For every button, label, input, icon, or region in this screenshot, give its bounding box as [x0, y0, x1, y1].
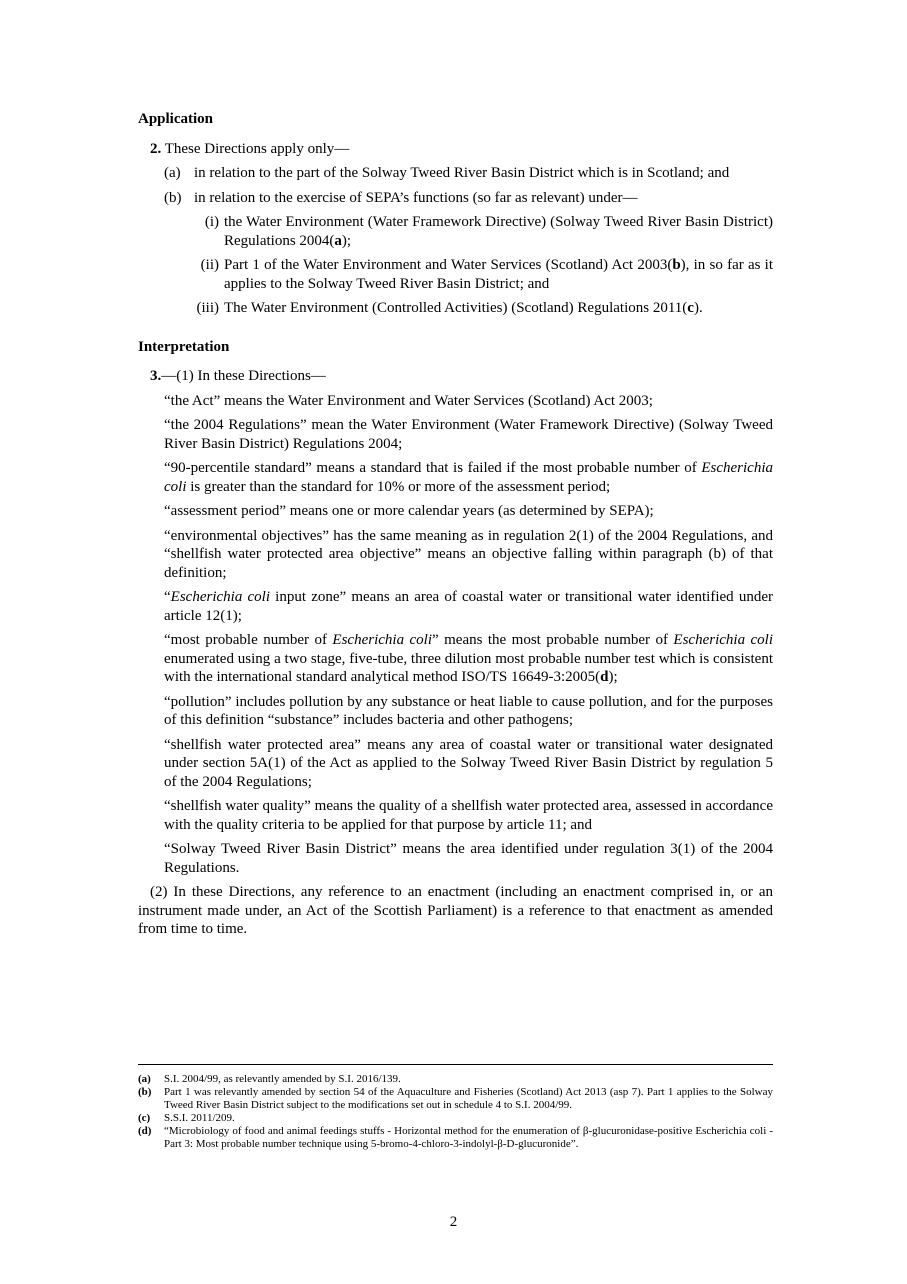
definition-ecoli-input-zone: “Escherichia coli input zone” means an area of coastal water or transitional water identified under article 12(1); — [164, 589, 773, 624]
footnote-c: (c) S.S.I. 2011/209. — [138, 1112, 235, 1124]
footnote-ref-b[interactable]: b — [672, 257, 681, 273]
page-number: 2 — [449, 1214, 458, 1230]
definition-assessment-period: “assessment period” means one or more calendar years (as determined by SEPA); — [164, 503, 654, 519]
footnotes — [138, 1064, 773, 1151]
footnote-ref-c[interactable]: c — [687, 300, 694, 316]
footnote-a: (a) S.I. 2004/99, as relevantly amended by S.I. 2016/139. — [138, 1073, 401, 1085]
document-body — [138, 110, 773, 945]
application-intro: 2. These Directions apply only— — [150, 140, 350, 157]
footnote-b: (b) Part 1 was relevantly amended by section 54 of the Aquaculture and Fisheries (Scotland) Act 2013 (asp 7). Part 1 applies to the Solway Tweed River Basin District subject to the modifications set out in schedule 4 to S.I. 2004/99. — [138, 1086, 773, 1111]
definition-90-percentile: “90-percentile standard” means a standard that is failed if the most probable number of Escherichia coli is greater than the standard for 10% or more of the assessment period; — [164, 460, 773, 495]
definition-2004-regulations: “the 2004 Regulations” mean the Water Environment (Water Framework Directive) (Solway Tweed River Basin District) Regulations 2004; — [164, 417, 773, 452]
footnote-divider — [138, 1064, 773, 1065]
definition-river-basin-district: “Solway Tweed River Basin District” means the area identified under regulation 3(1) of the 2004 Regulations. — [164, 841, 773, 876]
section-number-2: 2. — [150, 140, 162, 157]
application-heading: Application — [138, 111, 214, 127]
footnote-d: (d) “Microbiology of food and animal feedings stuffs - Horizontal method for the enumeration of β-glucuronidase-positive Escherichia coli - Part 3: Most probable number technique using 5-bromo-4-chloro-3-indolyl-β-D-glucuronide”. — [138, 1125, 773, 1150]
section-number-3: 3. — [150, 368, 162, 384]
footnote-ref-d[interactable]: d — [600, 669, 609, 685]
list-item-a: (a) in relation to the part of the Solway Tweed River Basin District which is in Scotland; and — [164, 165, 730, 181]
definition-shellfish-water-protected-area: “shellfish water protected area” means any area of coastal water or transitional water designated under section 5A(1) of the Act as applied to the Solway Tweed River Basin District by regulation 5 of the 2004 Regulations; — [164, 736, 773, 790]
list-item-i: (i) the Water Environment (Water Framework Directive) (Solway Tweed River Basin District) Regulations 2004(a); — [204, 214, 773, 249]
paragraph-2: (2) In these Directions, any reference to an enactment (including an enactment comprised in, or an instrument made under, an Act of the Scottish Parliament) is a reference to that enactment as amended from time to time. — [138, 884, 773, 937]
definition-most-probable-number: “most probable number of Escherichia coli” means the most probable number of Escherichia coli enumerated using a two stage, five-tube, three dilution most probable number test which is consistent with the international standard analytical method ISO/TS 16649-3:2005(d); — [164, 632, 774, 685]
list-item-b: (b) in relation to the exercise of SEPA’s functions (so far as relevant) under— — [164, 189, 638, 206]
footnote-ref-a[interactable]: a — [334, 232, 342, 249]
list-item-ii: (ii) Part 1 of the Water Environment and Water Services (Scotland) Act 2003(b), in so far as it applies to the Solway Tweed River Basin District; and — [200, 257, 773, 292]
definition-shellfish-water-quality: “shellfish water quality” means the quality of a shellfish water protected area, assessed in accordance with the quality criteria to be applied for that purpose by article 11; and — [164, 798, 773, 833]
definition-act: “the Act” means the Water Environment and Water Services (Scotland) Act 2003; — [164, 392, 653, 409]
definition-environmental-objectives: “environmental objectives” has the same meaning as in regulation 2(1) of the 2004 Regulations, and “shellfish water protected area objective” means an objective falling within paragraph (b) of that definition; — [164, 527, 773, 581]
interpretation-intro: 3.—(1) In these Directions— — [150, 368, 326, 384]
definition-pollution: “pollution” includes pollution by any substance or heat liable to cause pollution, and for the purposes of this definition “substance” includes bacteria and other pathogens; — [164, 693, 773, 728]
interpretation-heading: Interpretation — [138, 338, 230, 355]
list-item-iii: (iii) The Water Environment (Controlled Activities) (Scotland) Regulations 2011(c). — [196, 300, 703, 316]
